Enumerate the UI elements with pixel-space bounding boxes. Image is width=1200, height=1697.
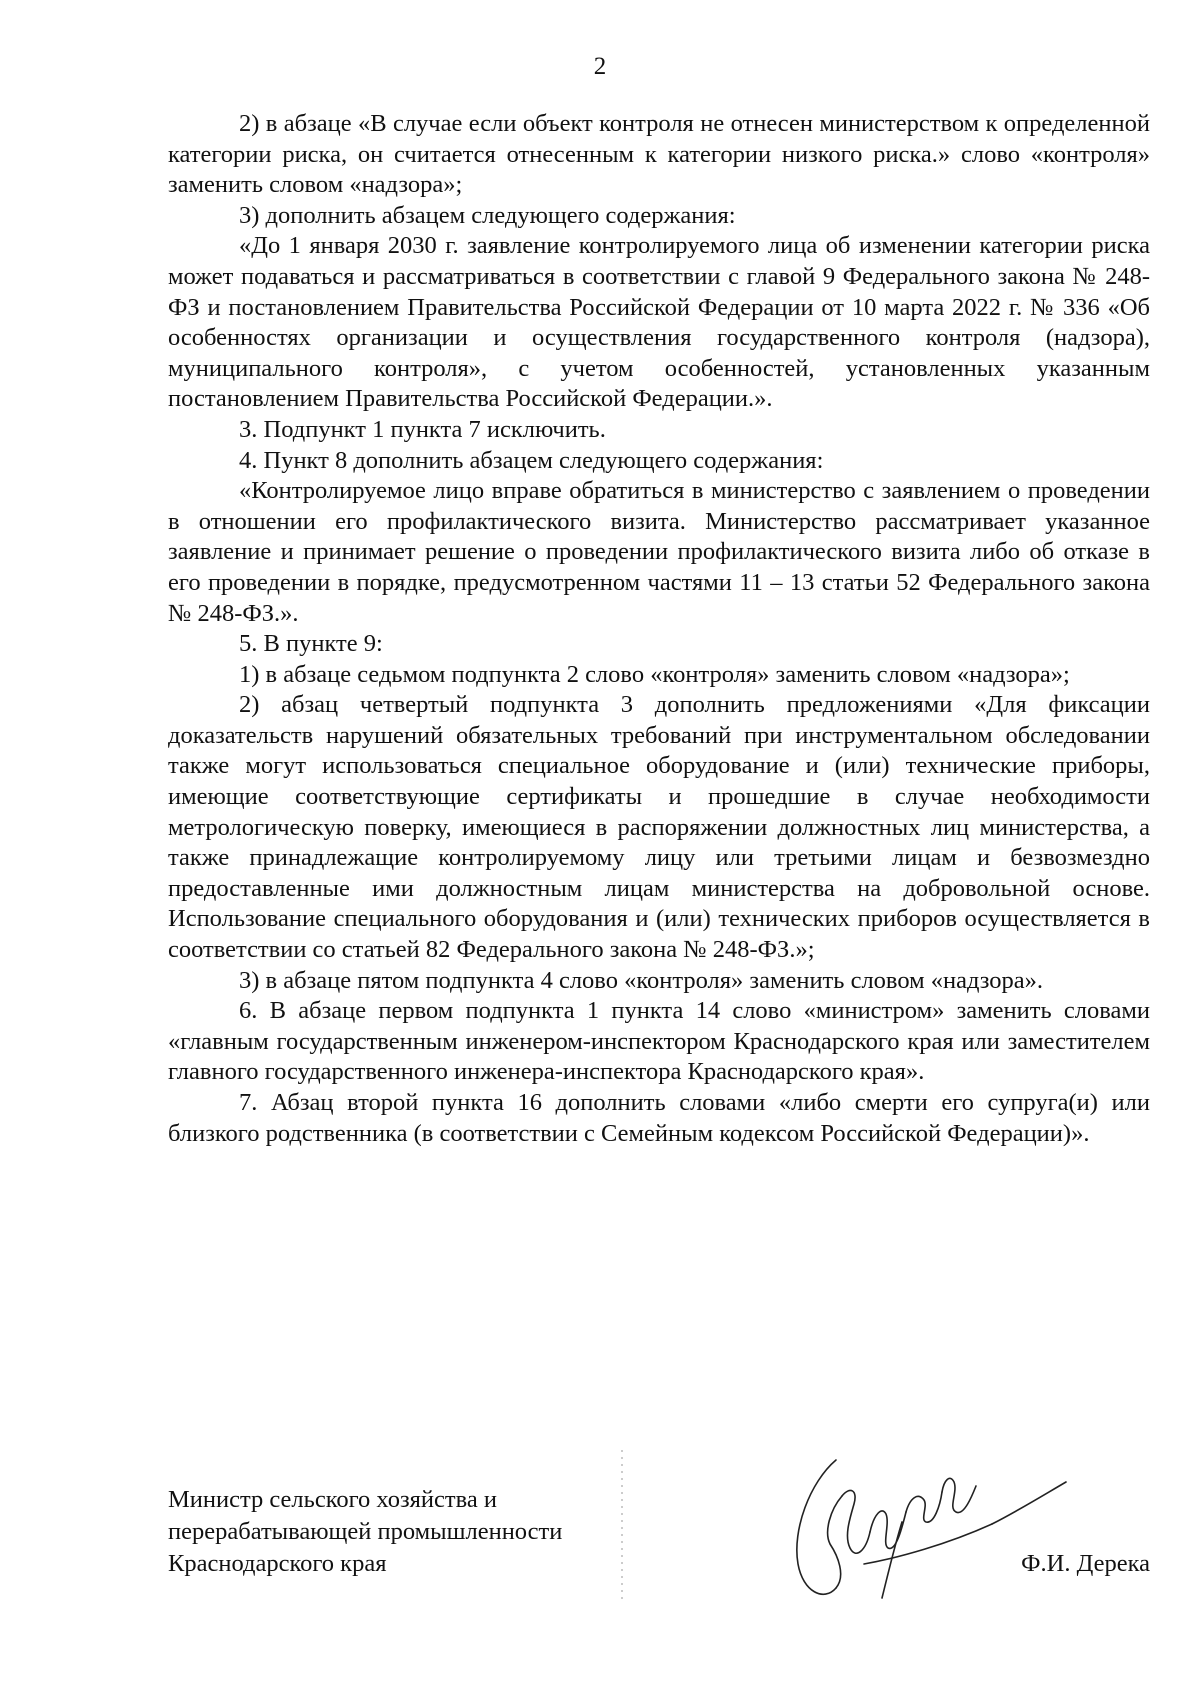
paragraph: «До 1 января 2030 г. заявление контролируемого лица об изменении категории риска может подаваться и рассматриваться в соответствии с главой 9 Федерального закона № 248-ФЗ и постановлением Правительства Российской Федерации от 10 марта 2022 г. № 336 «Об особенностях организации и осуществления государственного контроля (надзора), муниципального контроля», с учетом особенностей, установленных указанным постановлением Правительства Российской Федерации.». bbox=[168, 232, 1150, 413]
paragraph: 3) дополнить абзацем следующего содержания: bbox=[239, 201, 736, 229]
page-number: 2 bbox=[593, 53, 607, 80]
signer-position-line: перерабатывающей промышленности bbox=[168, 1518, 563, 1545]
paragraph: 2) в абзаце «В случае если объект контроля не отнесен министерством к определенной категории риска, он считается отнесенным к категории низкого риска.» слово «контроля» заменить словом «надзора»; bbox=[168, 110, 1150, 199]
signer-name: Ф.И. Дерека bbox=[1021, 1550, 1150, 1577]
paragraph: 3) в абзаце пятом подпункта 4 слово «контроля» заменить словом «надзора». bbox=[239, 966, 1044, 994]
paragraph: 3. Подпункт 1 пункта 7 исключить. bbox=[239, 415, 606, 443]
paragraph: 4. Пункт 8 дополнить абзацем следующего содержания: bbox=[239, 446, 824, 474]
signature-block bbox=[168, 1484, 1150, 1614]
signer-position bbox=[168, 1484, 562, 1580]
signer-position-line: Краснодарского края bbox=[168, 1550, 387, 1577]
paragraph: 2) абзац четвертый подпункта 3 дополнить предложениями «Для фиксации доказательств нарушений обязательных требований при инструментальном обследовании также могут использоваться специальное оборудование и (или) технические приборы, имеющие соответствующие сертификаты и прошедшие в случае необходимости метрологическую поверку, имеющиеся в распоряжении должностных лиц министерства, а также принадлежащие контролируемому лицу или третьими лицам и безвозмездно предоставленные ими должностным лицам министерства на добровольной основе. Использование специального оборудования и (или) технических приборов осуществляется в соответствии со статьей 82 Федерального закона № 248-ФЗ.»; bbox=[168, 691, 1150, 964]
handwritten-signature-icon bbox=[778, 1452, 1158, 1612]
paragraph: 6. В абзаце первом подпункта 1 пункта 14 слово «министром» заменить словами «главным государственным инженером-инспектором Краснодарского края или заместителем главного государственного инженера-инспектора Краснодарского края». bbox=[168, 997, 1150, 1086]
paragraph: 7. Абзац второй пункта 16 дополнить словами «либо смерти его супруга(и) или близкого родственника (в соответствии с Семейным кодексом Российской Федерации)». bbox=[168, 1089, 1150, 1147]
paragraph: «Контролируемое лицо вправе обратиться в министерство с заявлением о проведении в отношении его профилактического визита. Министерство рассматривает указанное заявление и принимает решение о проведении профилактического визита либо об отказе в его проведении в порядке, предусмотренном частями 11 – 13 статьи 52 Федерального закона № 248-ФЗ.». bbox=[168, 477, 1150, 627]
document-body bbox=[168, 109, 1150, 1149]
paragraph: 5. В пункте 9: bbox=[239, 630, 383, 658]
paragraph: 1) в абзаце седьмом подпункта 2 слово «контроля» заменить словом «надзора»; bbox=[239, 660, 1070, 688]
dotted-mark bbox=[620, 1450, 624, 1600]
signer-position-line: Министр сельского хозяйства и bbox=[168, 1486, 497, 1513]
